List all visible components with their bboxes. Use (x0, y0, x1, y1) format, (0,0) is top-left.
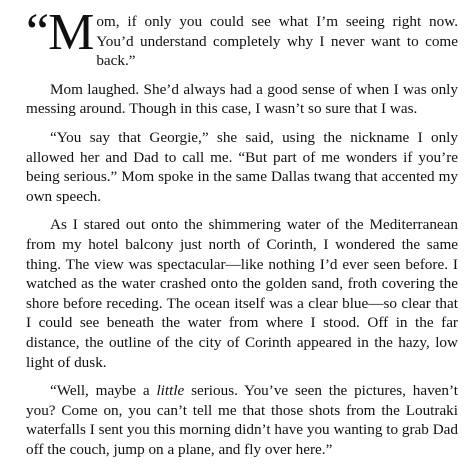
paragraph-1-text: om, if only you could see what I’m seeing right now. You’d understand completely why I never want to come back.” (96, 13, 458, 70)
paragraph-2: Mom laughed. She’d always had a good sense of when I was only messing around. Though in this case, I wasn’t so sure that I was. (26, 80, 458, 118)
paragraph-4: As I stared out onto the shimmering water of the Mediterranean from my hotel balcony just north of Corinth, I wondered the same thing. The view was spectacular—like nothing I’d ever seen before. I watched as the water crashed onto the golden sand, froth covering the shore before receding. The ocean itself was a clear blue—so clear that I could see beneath the water from where I stood. Off in the far distance, the outline of the city of Corinth appeared in the hazy, low light of dusk. (26, 216, 458, 371)
drop-cap: “M (26, 4, 94, 61)
paragraph-3: “You say that Georgie,” she said, using the nickname I only allowed her and Dad to call me. “But part of me wonders if you’re being serious.” Mom spoke in the same Dallas twang that accented my own speech. (26, 128, 458, 205)
paragraph-5 (26, 381, 458, 459)
paragraph-5-after: serious. You’ve seen the pictures, haven’t you? Come on, you can’t tell me that those shots from the Loutraki waterfalls I sent you this morning didn’t have you wanting to grab Dad off the couch, jump on a plane, and fly over here.” (26, 382, 458, 458)
paragraph-5-before: “Well, maybe a (50, 382, 157, 400)
paragraph-1 (26, 4, 458, 71)
paragraph-5-emphasis: little (156, 382, 185, 400)
